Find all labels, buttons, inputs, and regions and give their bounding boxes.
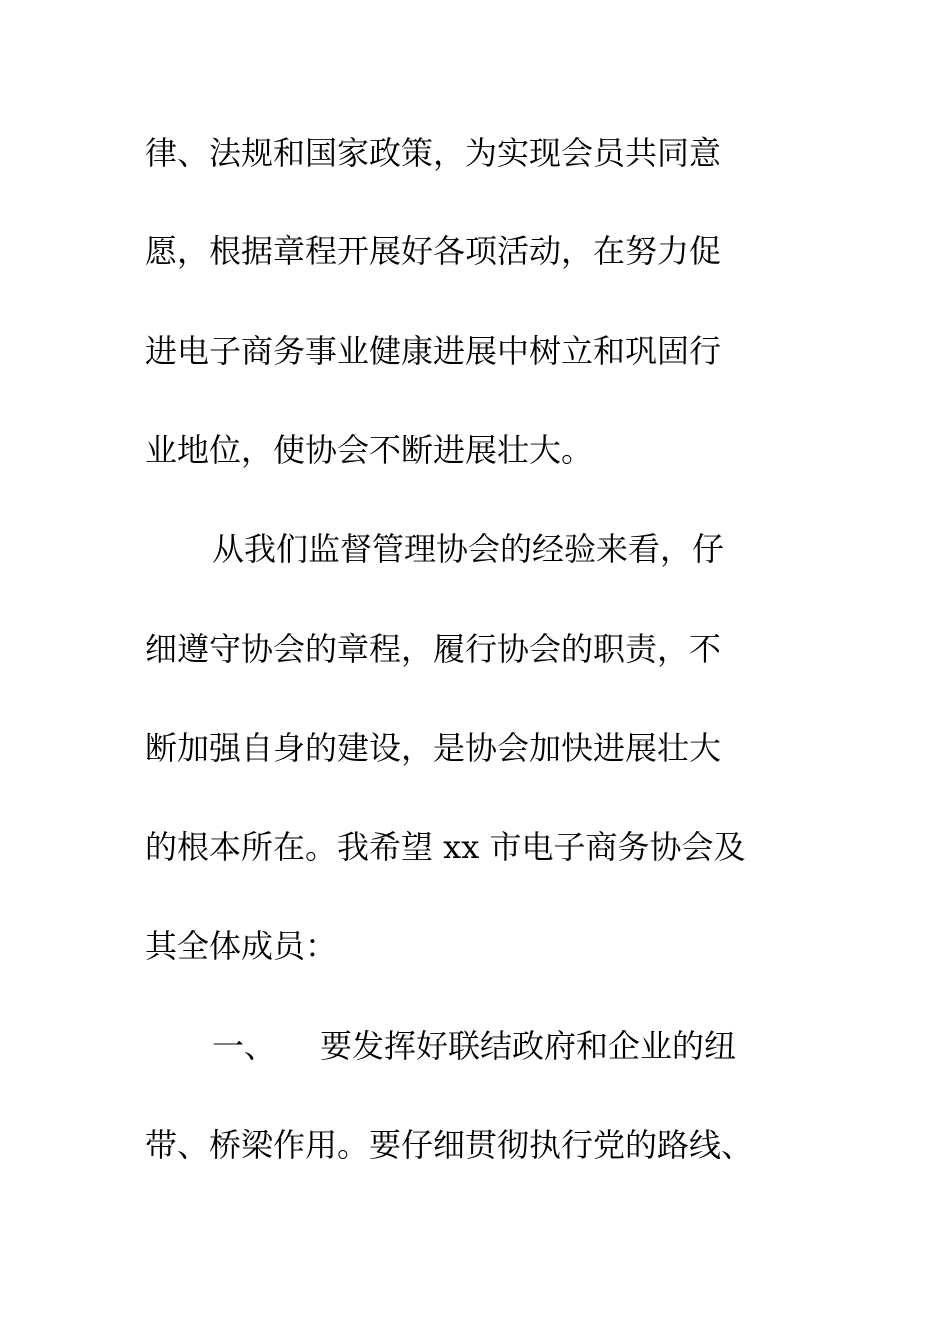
paragraph-2-line-2: 细遵守协会的章程，履行协会的职责，不 xyxy=(145,630,722,668)
paragraph-2-line-5: 其全体成员： xyxy=(145,927,338,965)
list-item-line-2: 带、桥梁作用。要仔细贯彻执行党的路线、 xyxy=(145,1126,754,1164)
paragraph-2-line-1: 从我们监督管理协会的经验来看，仔 xyxy=(212,530,725,568)
paragraph-1-line-4: 业地位，使协会不断进展壮大。 xyxy=(145,431,594,469)
list-item-line-1: 要发挥好联结政府和企业的纽 xyxy=(320,1027,737,1065)
paragraph-1-line-1: 律、法规和国家政策，为实现会员共同意 xyxy=(145,134,722,172)
paragraph-1-line-2: 愿，根据章程开展好各项活动，在努力促 xyxy=(145,232,722,270)
paragraph-2-line-4: 的根本所在。我希望 xx 市电子商务协会及 xyxy=(145,828,746,866)
list-item-number: 一、 xyxy=(212,1027,277,1065)
paragraph-1-line-3: 进电子商务事业健康进展中树立和巩固行 xyxy=(145,332,722,370)
paragraph-2-line-3: 断加强自身的建设，是协会加快进展壮大 xyxy=(145,729,722,767)
